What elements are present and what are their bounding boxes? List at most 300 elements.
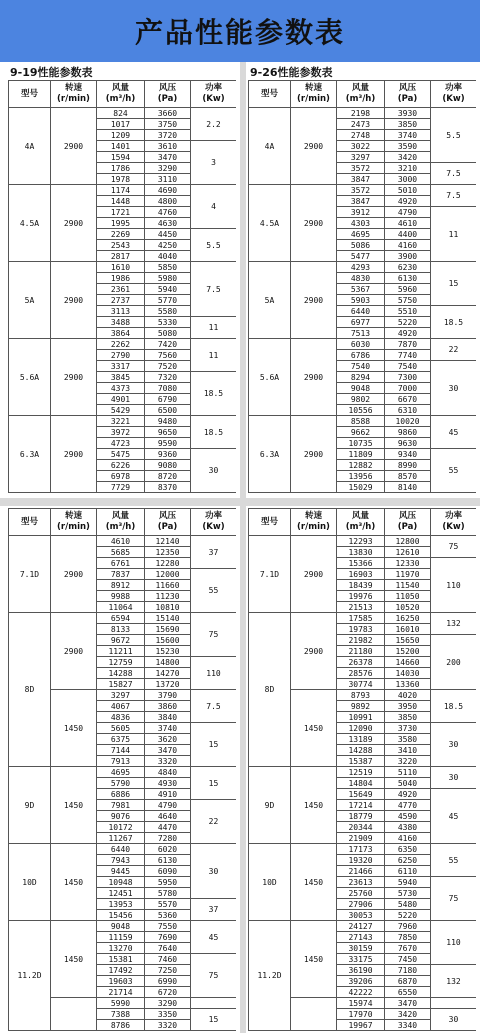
airflow-cell: 17492 bbox=[97, 965, 145, 976]
header-speed-line: (r/min) bbox=[297, 522, 330, 532]
table-row bbox=[249, 613, 477, 624]
model-cell: 5.6A bbox=[249, 339, 291, 416]
airflow-cell: 5790 bbox=[97, 778, 145, 789]
parameter-table bbox=[248, 80, 476, 493]
airflow-cell: 1721 bbox=[97, 207, 145, 218]
pressure-cell: 3850 bbox=[385, 712, 431, 723]
pressure-cell: 6310 bbox=[385, 405, 431, 416]
pressure-cell: 8570 bbox=[385, 471, 431, 482]
pressure-cell: 4610 bbox=[385, 218, 431, 229]
power-cell: 11 bbox=[431, 207, 477, 262]
pressure-cell: 5080 bbox=[145, 328, 191, 339]
pressure-cell: 6230 bbox=[385, 262, 431, 273]
table-row bbox=[9, 536, 237, 547]
airflow-cell: 13189 bbox=[337, 734, 385, 745]
power-cell: 22 bbox=[431, 339, 477, 361]
header-speed bbox=[291, 81, 337, 108]
pressure-cell: 12000 bbox=[145, 569, 191, 580]
pressure-cell: 5480 bbox=[385, 899, 431, 910]
table-row bbox=[249, 767, 477, 778]
speed-cell: 1450 bbox=[291, 767, 337, 844]
pressure-cell: 4840 bbox=[145, 767, 191, 778]
pressure-cell: 5980 bbox=[145, 273, 191, 284]
speed-cell: 2900 bbox=[51, 416, 97, 493]
header-speed-line: 转速 bbox=[64, 83, 82, 93]
airflow-cell: 3572 bbox=[337, 185, 385, 196]
airflow-cell: 3912 bbox=[337, 207, 385, 218]
pressure-cell: 7690 bbox=[145, 932, 191, 943]
airflow-cell: 2817 bbox=[97, 251, 145, 262]
pressure-cell: 14270 bbox=[145, 668, 191, 679]
pressure-cell: 15650 bbox=[385, 635, 431, 646]
power-cell: 4 bbox=[191, 185, 237, 229]
airflow-cell: 42222 bbox=[337, 987, 385, 998]
airflow-cell: 3488 bbox=[97, 317, 145, 328]
airflow-cell: 21909 bbox=[337, 833, 385, 844]
pressure-cell: 3740 bbox=[385, 130, 431, 141]
airflow-cell: 1786 bbox=[97, 163, 145, 174]
pressure-cell: 3410 bbox=[385, 745, 431, 756]
airflow-cell: 27906 bbox=[337, 899, 385, 910]
parameter-table bbox=[8, 80, 236, 493]
header-model-line: 型号 bbox=[20, 88, 38, 99]
airflow-cell: 4695 bbox=[97, 767, 145, 778]
airflow-cell: 2269 bbox=[97, 229, 145, 240]
airflow-cell: 19603 bbox=[97, 976, 145, 987]
airflow-cell: 7144 bbox=[97, 745, 145, 756]
airflow-cell: 1995 bbox=[97, 218, 145, 229]
pressure-cell: 5770 bbox=[145, 295, 191, 306]
header-power-line: (Kw) bbox=[442, 94, 465, 104]
pressure-cell: 5570 bbox=[145, 899, 191, 910]
pressure-cell: 12610 bbox=[385, 547, 431, 558]
speed-cell: 2900 bbox=[291, 536, 337, 613]
speed-cell: 2900 bbox=[291, 185, 337, 262]
pressure-cell: 3840 bbox=[145, 712, 191, 723]
airflow-cell: 7540 bbox=[337, 361, 385, 372]
airflow-cell: 16903 bbox=[337, 569, 385, 580]
pressure-cell: 3730 bbox=[385, 723, 431, 734]
pressure-cell: 6870 bbox=[385, 976, 431, 987]
header-power bbox=[191, 81, 237, 108]
pressure-cell: 4470 bbox=[145, 822, 191, 833]
model-cell: 10D bbox=[9, 844, 51, 921]
airflow-cell: 6977 bbox=[337, 317, 385, 328]
model-cell: 4A bbox=[9, 108, 51, 185]
pressure-cell: 12330 bbox=[385, 558, 431, 569]
airflow-cell: 6440 bbox=[337, 306, 385, 317]
airflow-cell: 20344 bbox=[337, 822, 385, 833]
airflow-cell: 8294 bbox=[337, 372, 385, 383]
pressure-cell: 3900 bbox=[385, 251, 431, 262]
header-speed-line: 转速 bbox=[304, 511, 322, 521]
pressure-cell: 3320 bbox=[145, 1020, 191, 1031]
pressure-cell: 7080 bbox=[145, 383, 191, 394]
model-cell: 6.3A bbox=[249, 416, 291, 493]
power-cell: 37 bbox=[191, 536, 237, 569]
airflow-cell: 3297 bbox=[97, 690, 145, 701]
airflow-cell: 13956 bbox=[337, 471, 385, 482]
pressure-cell: 4160 bbox=[385, 833, 431, 844]
model-cell: 4.5A bbox=[9, 185, 51, 262]
pressure-cell: 15200 bbox=[385, 646, 431, 657]
header-row bbox=[9, 509, 237, 536]
header-pressure-line: 风压 bbox=[158, 83, 176, 93]
airflow-cell: 5477 bbox=[337, 251, 385, 262]
pressure-cell: 14660 bbox=[385, 657, 431, 668]
speed-cell: 1450 bbox=[291, 690, 337, 767]
model-cell: 8D bbox=[249, 613, 291, 767]
airflow-cell: 9445 bbox=[97, 866, 145, 877]
header-power bbox=[431, 509, 477, 536]
airflow-cell: 39206 bbox=[337, 976, 385, 987]
airflow-cell: 3113 bbox=[97, 306, 145, 317]
pressure-cell: 6020 bbox=[145, 844, 191, 855]
airflow-cell: 5605 bbox=[97, 723, 145, 734]
power-cell: 75 bbox=[191, 954, 237, 998]
speed-cell: 1450 bbox=[51, 921, 97, 998]
power-cell: 30 bbox=[431, 361, 477, 416]
header-airflow-line: (m³/h) bbox=[105, 94, 136, 104]
pressure-cell: 3850 bbox=[385, 119, 431, 130]
airflow-cell: 13953 bbox=[97, 899, 145, 910]
pressure-cell: 11230 bbox=[145, 591, 191, 602]
pressure-cell: 7520 bbox=[145, 361, 191, 372]
panel-9-26-bottom bbox=[248, 508, 476, 1033]
speed-cell: 2900 bbox=[51, 108, 97, 185]
pressure-cell: 10810 bbox=[145, 602, 191, 613]
table-row bbox=[9, 844, 237, 855]
pressure-cell: 4630 bbox=[145, 218, 191, 229]
airflow-cell: 18439 bbox=[337, 580, 385, 591]
pressure-cell: 5220 bbox=[385, 317, 431, 328]
airflow-cell: 12759 bbox=[97, 657, 145, 668]
airflow-cell: 11809 bbox=[337, 449, 385, 460]
airflow-cell: 7729 bbox=[97, 482, 145, 493]
airflow-cell: 6440 bbox=[97, 844, 145, 855]
header-airflow-line: (m³/h) bbox=[105, 522, 136, 532]
pressure-cell: 3950 bbox=[385, 701, 431, 712]
pressure-cell: 6250 bbox=[385, 855, 431, 866]
power-cell: 7.5 bbox=[431, 163, 477, 185]
airflow-cell: 19320 bbox=[337, 855, 385, 866]
pressure-cell: 10520 bbox=[385, 602, 431, 613]
pressure-cell: 4040 bbox=[145, 251, 191, 262]
pressure-cell: 8990 bbox=[385, 460, 431, 471]
speed-cell: 1450 bbox=[51, 767, 97, 844]
power-cell: 5.5 bbox=[191, 229, 237, 262]
speed-cell: 2900 bbox=[291, 613, 337, 690]
header-model bbox=[9, 509, 51, 536]
airflow-cell: 19976 bbox=[337, 591, 385, 602]
airflow-cell: 3572 bbox=[337, 163, 385, 174]
power-cell: 15 bbox=[431, 262, 477, 306]
pressure-cell: 7300 bbox=[385, 372, 431, 383]
airflow-cell: 7981 bbox=[97, 800, 145, 811]
pressure-cell: 5580 bbox=[145, 306, 191, 317]
airflow-cell: 6594 bbox=[97, 613, 145, 624]
power-cell: 200 bbox=[431, 635, 477, 690]
airflow-cell: 11064 bbox=[97, 602, 145, 613]
airflow-cell: 15649 bbox=[337, 789, 385, 800]
pressure-cell: 6350 bbox=[385, 844, 431, 855]
airflow-cell: 2790 bbox=[97, 350, 145, 361]
pressure-cell: 7550 bbox=[145, 921, 191, 932]
airflow-cell: 6761 bbox=[97, 558, 145, 569]
airflow-cell: 17214 bbox=[337, 800, 385, 811]
power-cell: 5.5 bbox=[431, 108, 477, 163]
page-title: 产品性能参数表 bbox=[134, 16, 345, 49]
airflow-cell: 5903 bbox=[337, 295, 385, 306]
pressure-cell: 13720 bbox=[145, 679, 191, 690]
pressure-cell: 4790 bbox=[145, 800, 191, 811]
airflow-cell: 5685 bbox=[97, 547, 145, 558]
airflow-cell: 21180 bbox=[337, 646, 385, 657]
power-cell: 110 bbox=[431, 558, 477, 613]
pressure-cell: 5750 bbox=[385, 295, 431, 306]
header-airflow-line: (m³/h) bbox=[345, 522, 376, 532]
panel-9-26-top bbox=[248, 66, 476, 498]
airflow-cell: 4695 bbox=[337, 229, 385, 240]
airflow-cell: 11211 bbox=[97, 646, 145, 657]
pressure-cell: 7280 bbox=[145, 833, 191, 844]
header-pressure bbox=[145, 81, 191, 108]
model-cell: 4A bbox=[249, 108, 291, 185]
airflow-cell: 1209 bbox=[97, 130, 145, 141]
pressure-cell: 3290 bbox=[145, 163, 191, 174]
pressure-cell: 5950 bbox=[145, 877, 191, 888]
speed-cell: 1450 bbox=[291, 844, 337, 921]
model-cell: 10D bbox=[249, 844, 291, 921]
airflow-cell: 4836 bbox=[97, 712, 145, 723]
pressure-cell: 9480 bbox=[145, 416, 191, 427]
pressure-cell: 4020 bbox=[385, 690, 431, 701]
airflow-cell: 12451 bbox=[97, 888, 145, 899]
speed-cell: 2900 bbox=[291, 416, 337, 493]
airflow-cell: 824 bbox=[97, 108, 145, 119]
header-power-line: (Kw) bbox=[442, 522, 465, 532]
power-cell: 15 bbox=[191, 1009, 237, 1031]
airflow-cell: 6978 bbox=[97, 471, 145, 482]
pressure-cell: 3860 bbox=[145, 701, 191, 712]
power-cell: 75 bbox=[431, 877, 477, 921]
pressure-cell: 7560 bbox=[145, 350, 191, 361]
airflow-cell: 4830 bbox=[337, 273, 385, 284]
speed-cell: 2900 bbox=[291, 339, 337, 416]
header-airflow bbox=[97, 81, 145, 108]
table-row bbox=[249, 416, 477, 427]
model-cell: 8D bbox=[9, 613, 51, 767]
power-cell: 30 bbox=[431, 767, 477, 789]
airflow-cell: 3221 bbox=[97, 416, 145, 427]
pressure-cell: 4910 bbox=[145, 789, 191, 800]
airflow-cell: 2198 bbox=[337, 108, 385, 119]
header-speed bbox=[51, 509, 97, 536]
header-airflow-line: (m³/h) bbox=[345, 94, 376, 104]
airflow-cell: 2748 bbox=[337, 130, 385, 141]
pressure-cell: 5040 bbox=[385, 778, 431, 789]
airflow-cell: 7513 bbox=[337, 328, 385, 339]
pressure-cell: 16010 bbox=[385, 624, 431, 635]
airflow-cell: 1017 bbox=[97, 119, 145, 130]
pressure-cell: 7420 bbox=[145, 339, 191, 350]
airflow-cell: 19783 bbox=[337, 624, 385, 635]
airflow-cell: 15029 bbox=[337, 482, 385, 493]
airflow-cell: 3864 bbox=[97, 328, 145, 339]
airflow-cell: 6375 bbox=[97, 734, 145, 745]
power-cell bbox=[191, 998, 237, 1009]
pressure-cell: 3340 bbox=[385, 1020, 431, 1031]
airflow-cell: 8133 bbox=[97, 624, 145, 635]
airflow-cell: 7388 bbox=[97, 1009, 145, 1020]
power-cell: 110 bbox=[431, 921, 477, 965]
power-cell: 18.5 bbox=[191, 416, 237, 449]
pressure-cell: 3320 bbox=[145, 756, 191, 767]
header-model bbox=[9, 81, 51, 108]
header-power-line: (Kw) bbox=[202, 522, 225, 532]
airflow-cell: 5367 bbox=[337, 284, 385, 295]
airflow-cell: 9662 bbox=[337, 427, 385, 438]
airflow-cell: 11267 bbox=[97, 833, 145, 844]
airflow-cell: 12293 bbox=[337, 536, 385, 547]
power-cell: 18.5 bbox=[431, 690, 477, 723]
pressure-cell: 4160 bbox=[385, 240, 431, 251]
airflow-cell: 6886 bbox=[97, 789, 145, 800]
header-speed-line: (r/min) bbox=[297, 94, 330, 104]
pressure-cell: 3470 bbox=[145, 745, 191, 756]
airflow-cell: 3972 bbox=[97, 427, 145, 438]
pressure-cell: 4790 bbox=[385, 207, 431, 218]
power-cell: 132 bbox=[431, 613, 477, 635]
airflow-cell: 30159 bbox=[337, 943, 385, 954]
table-row bbox=[9, 108, 237, 119]
power-cell: 55 bbox=[431, 844, 477, 877]
airflow-cell: 5475 bbox=[97, 449, 145, 460]
pressure-cell: 5110 bbox=[385, 767, 431, 778]
table-row bbox=[9, 262, 237, 273]
pressure-cell: 10020 bbox=[385, 416, 431, 427]
header-airflow-line: 风量 bbox=[351, 511, 369, 521]
pressure-cell: 5960 bbox=[385, 284, 431, 295]
pressure-cell: 16250 bbox=[385, 613, 431, 624]
pressure-cell: 4590 bbox=[385, 811, 431, 822]
airflow-cell: 2737 bbox=[97, 295, 145, 306]
pressure-cell: 6550 bbox=[385, 987, 431, 998]
pressure-cell: 4450 bbox=[145, 229, 191, 240]
header-speed-line: 转速 bbox=[64, 511, 82, 521]
speed-cell: 1450 bbox=[51, 844, 97, 921]
airflow-cell: 33175 bbox=[337, 954, 385, 965]
header-model-line: 型号 bbox=[260, 88, 278, 99]
pressure-cell: 5850 bbox=[145, 262, 191, 273]
power-cell: 45 bbox=[191, 921, 237, 954]
airflow-cell: 4293 bbox=[337, 262, 385, 273]
model-cell: 11.2D bbox=[9, 921, 51, 1031]
airflow-cell: 26378 bbox=[337, 657, 385, 668]
pressure-cell: 12280 bbox=[145, 558, 191, 569]
airflow-cell: 5990 bbox=[97, 998, 145, 1009]
pressure-cell: 9360 bbox=[145, 449, 191, 460]
airflow-cell: 12519 bbox=[337, 767, 385, 778]
pressure-cell: 3290 bbox=[145, 998, 191, 1009]
pressure-cell: 12800 bbox=[385, 536, 431, 547]
pressure-cell: 6500 bbox=[145, 405, 191, 416]
pressure-cell: 15140 bbox=[145, 613, 191, 624]
header-airflow bbox=[97, 509, 145, 536]
table-row bbox=[249, 844, 477, 855]
airflow-cell: 4723 bbox=[97, 438, 145, 449]
header-speed bbox=[51, 81, 97, 108]
header-airflow-line: 风量 bbox=[111, 511, 129, 521]
airflow-cell: 1978 bbox=[97, 174, 145, 185]
airflow-cell: 28576 bbox=[337, 668, 385, 679]
table-row bbox=[249, 108, 477, 119]
pressure-cell: 9630 bbox=[385, 438, 431, 449]
airflow-cell: 2543 bbox=[97, 240, 145, 251]
airflow-cell: 5086 bbox=[337, 240, 385, 251]
airflow-cell: 1174 bbox=[97, 185, 145, 196]
airflow-cell: 21714 bbox=[97, 987, 145, 998]
airflow-cell: 1594 bbox=[97, 152, 145, 163]
pressure-cell: 3210 bbox=[385, 163, 431, 174]
header-power-line: 功率 bbox=[444, 511, 462, 521]
pressure-cell: 4690 bbox=[145, 185, 191, 196]
pressure-cell: 5010 bbox=[385, 185, 431, 196]
airflow-cell: 10991 bbox=[337, 712, 385, 723]
airflow-cell: 6786 bbox=[337, 350, 385, 361]
airflow-cell: 1401 bbox=[97, 141, 145, 152]
speed-cell: 2900 bbox=[51, 339, 97, 416]
airflow-cell: 21982 bbox=[337, 635, 385, 646]
pressure-cell: 3930 bbox=[385, 108, 431, 119]
pressure-cell: 6130 bbox=[385, 273, 431, 284]
airflow-cell: 8588 bbox=[337, 416, 385, 427]
header-pressure-line: (Pa) bbox=[157, 522, 178, 532]
pressure-cell: 9860 bbox=[385, 427, 431, 438]
pressure-cell: 9340 bbox=[385, 449, 431, 460]
header-pressure-line: (Pa) bbox=[157, 94, 178, 104]
pressure-cell: 4920 bbox=[385, 789, 431, 800]
model-cell: 11.2D bbox=[249, 921, 291, 1031]
header-airflow-line: 风量 bbox=[351, 83, 369, 93]
table-row bbox=[249, 262, 477, 273]
airflow-cell: 7913 bbox=[97, 756, 145, 767]
airflow-cell: 15381 bbox=[97, 954, 145, 965]
airflow-cell: 3297 bbox=[337, 152, 385, 163]
pressure-cell: 7850 bbox=[385, 932, 431, 943]
model-cell: 5A bbox=[9, 262, 51, 339]
power-cell: 55 bbox=[431, 449, 477, 493]
airflow-cell: 8786 bbox=[97, 1020, 145, 1031]
pressure-cell: 7460 bbox=[145, 954, 191, 965]
power-cell: 45 bbox=[431, 789, 477, 844]
table-row bbox=[9, 416, 237, 427]
speed-cell: 2900 bbox=[291, 108, 337, 185]
pressure-cell: 3000 bbox=[385, 174, 431, 185]
speed-cell: 2900 bbox=[51, 536, 97, 613]
airflow-cell: 9076 bbox=[97, 811, 145, 822]
pressure-cell: 3470 bbox=[385, 998, 431, 1009]
airflow-cell: 13270 bbox=[97, 943, 145, 954]
header-power bbox=[191, 509, 237, 536]
header-airflow bbox=[337, 509, 385, 536]
power-cell: 7.5 bbox=[191, 262, 237, 317]
pressure-cell: 6720 bbox=[145, 987, 191, 998]
airflow-cell: 1610 bbox=[97, 262, 145, 273]
pressure-cell: 3470 bbox=[145, 152, 191, 163]
power-cell: 18.5 bbox=[191, 372, 237, 416]
airflow-cell: 9892 bbox=[337, 701, 385, 712]
